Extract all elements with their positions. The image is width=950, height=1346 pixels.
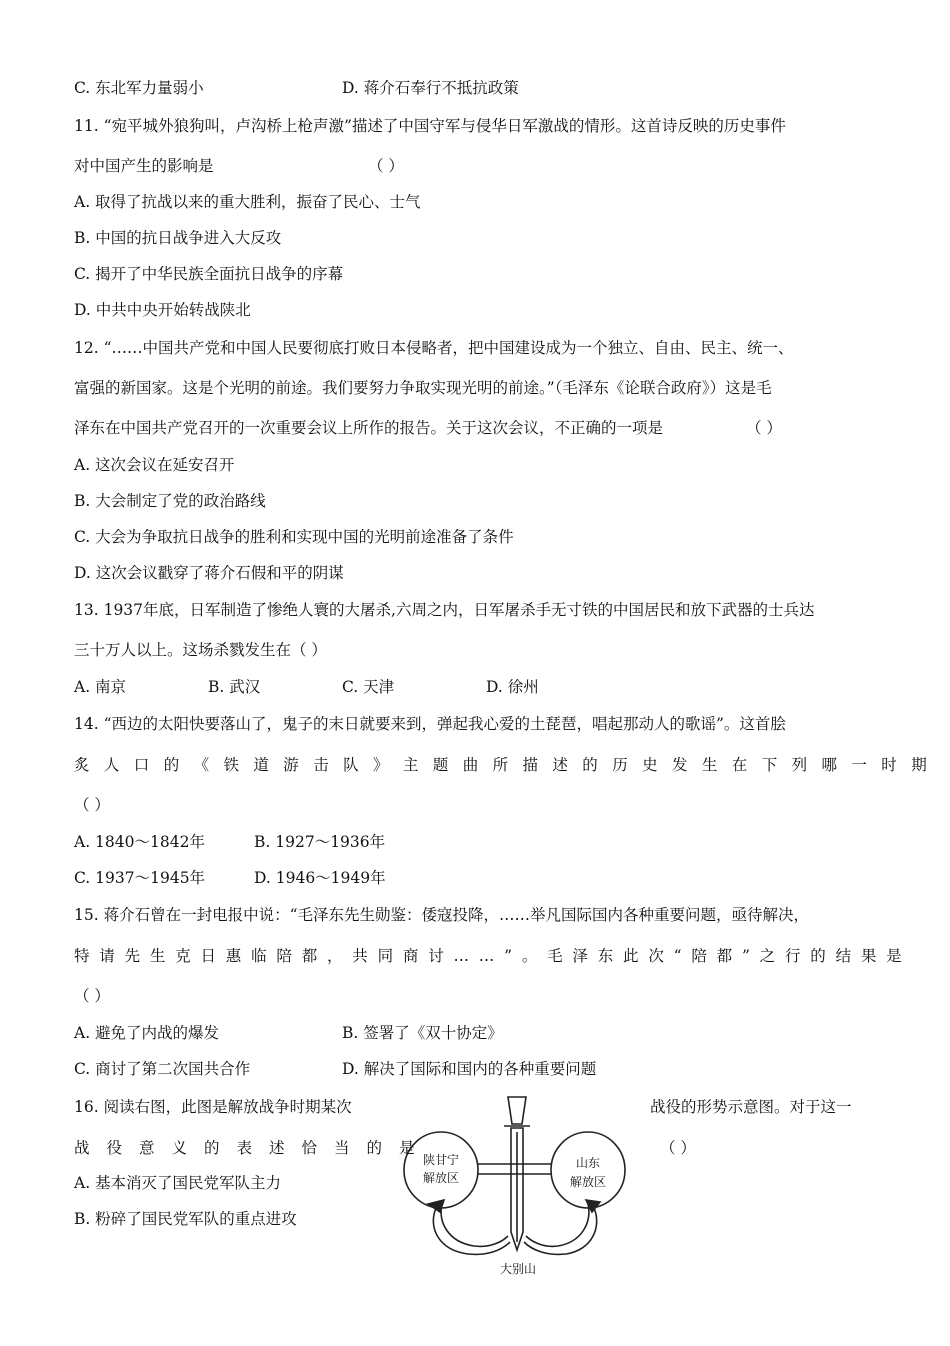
option-c: C. 商讨了第二次国共合作	[74, 1060, 251, 1078]
left-circle-line-1: 陕甘宁	[422, 1153, 460, 1167]
answer-paren: （ ）	[368, 157, 404, 175]
option-d: D. 1946～1949年	[254, 869, 386, 887]
answer-paren: （ ）	[74, 987, 110, 1005]
option-a: A. 基本消灭了国民党军队主力	[74, 1174, 282, 1192]
right-circle-line-2: 解放区	[569, 1175, 607, 1189]
option-d: D. 解决了国际和国内的各种重要问题	[342, 1060, 597, 1078]
option-a: A. 1840～1842年	[74, 833, 205, 851]
option-c: C. 揭开了中华民族全面抗日战争的序幕	[74, 265, 344, 283]
question-16-stem-2: 战役意义的表述恰当的是	[74, 1139, 432, 1157]
answer-paren: （ ）	[660, 1139, 696, 1157]
option-d: D. 徐州	[486, 678, 539, 696]
question-12-stem: 12. “……中国共产党和中国人民要彻底打败日本侵略者，把中国建设成为一个独立、自由、民主、统一、	[74, 339, 794, 357]
option-c: C. 天津	[342, 678, 395, 696]
question-11-stem-2: 对中国产生的影响是	[74, 157, 214, 175]
option-d: D. 中共中央开始转战陕北	[74, 301, 251, 319]
question-15-stem: 15. 蒋介石曾在一封电报中说：“毛泽东先生勋鉴：倭寇投降，……举凡国际国内各种重要问题，亟待解决，	[74, 906, 810, 924]
question-13-stem: 13. 1937年底，日军制造了惨绝人寰的大屠杀,六周之内，日军屠杀手无寸铁的中国居民和放下武器的士兵达	[74, 601, 815, 619]
campaign-situation-map	[398, 1092, 638, 1282]
shandong-circle	[551, 1132, 625, 1208]
option-d: D. 蒋介石奉行不抵抗政策	[342, 79, 519, 97]
answer-paren: （ ）	[74, 796, 110, 814]
option-b: B. 武汉	[208, 678, 261, 696]
question-12-stem-2: 富强的新国家。这是个光明的前途。我们要努力争取实现光明的前途。”（毛泽东《论联合政府》）这是毛	[74, 379, 772, 397]
right-circle-line-1: 山东	[575, 1156, 601, 1170]
option-a: A. 避免了内战的爆发	[74, 1024, 220, 1042]
question-13-stem-2: 三十万人以上。这场杀戮发生在（ ）	[74, 641, 327, 659]
option-a: A. 这次会议在延安召开	[74, 456, 235, 474]
option-b: B. 中国的抗日战争进入大反攻	[74, 229, 282, 247]
left-circle-line-2: 解放区	[422, 1171, 460, 1185]
option-a: A. 南京	[74, 678, 127, 696]
question-15-stem-2: 特请先生克日惠临陪都，共同商讨……”。毛泽东此次“陪都”之行的结果是	[74, 947, 912, 965]
option-d: D. 这次会议戳穿了蒋介石假和平的阴谋	[74, 564, 344, 582]
question-11-stem: 11. “宛平城外狼狗叫，卢沟桥上枪声激”描述了中国守军与侵华日军激战的情形。这首诗反映的历史事件	[74, 117, 786, 135]
shaanganning-circle	[404, 1132, 478, 1208]
question-14-stem-2: 炙人口的《铁道游击队》主题曲所描述的历史发生在下列哪一时期	[74, 756, 942, 774]
option-a: A. 取得了抗战以来的重大胜利，振奋了民心、士气	[74, 193, 421, 211]
question-16-stem-cont: 战役的形势示意图。对于这一	[650, 1098, 852, 1116]
question-14-stem: 14. “西边的太阳快要落山了，鬼子的末日就要来到，弹起我心爱的土琵琶，唱起那动人的歌谣”。这首脍	[74, 715, 786, 733]
option-c: C. 1937～1945年	[74, 869, 206, 887]
option-b: B. 签署了《双十协定》	[342, 1024, 503, 1042]
option-b: B. 粉碎了国民党军队的重点进攻	[74, 1210, 297, 1228]
answer-paren: （ ）	[746, 419, 782, 437]
option-b: B. 1927～1936年	[254, 833, 386, 851]
question-12-stem-3: 泽东在中国共产党召开的一次重要会议上所作的报告。关于这次会议，不正确的一项是	[74, 419, 664, 437]
question-16-stem: 16. 阅读右图，此图是解放战争时期某次	[74, 1098, 352, 1116]
option-c: C. 大会为争取抗日战争的胜利和实现中国的光明前途准备了条件	[74, 528, 514, 546]
dabieshan-label: 大别山	[499, 1262, 537, 1276]
option-c: C. 东北军力量弱小	[74, 79, 204, 97]
option-b: B. 大会制定了党的政治路线	[74, 492, 266, 510]
